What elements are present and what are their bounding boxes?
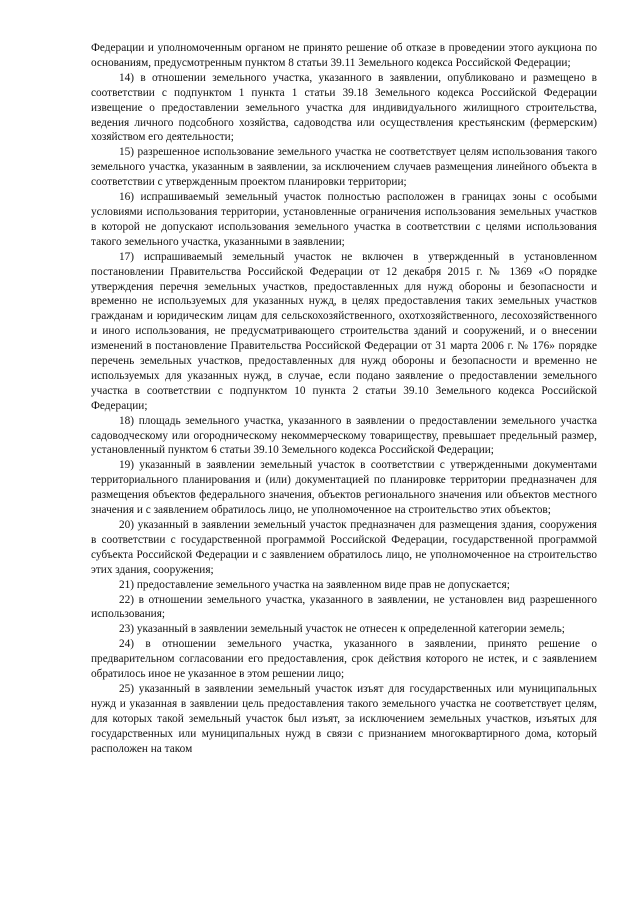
paragraph-item-17: 17) испрашиваемый земельный участок не включен в утвержденный в установленном постановлении Правительства Российской Федерации от 12 декабря 2015 г. № 1369 «О порядке утверждения перечня земельных участков, предоставленных для нужд обороны и безопасности и временно не используемых для указанных нужд, в целях предоставления таких земельных участков гражданам и юридическим лицам для сельскохозяйственного, охотхозяйственного, лесохозяйственного и иного использования, не предусматривающего строительства зданий и сооружений, и о внесении изменений в постановление Правительства Российской Федерации от 31 марта 2006 г. № 176» порядке перечень земельных участков, предоставленных для нужд обороны и безопасности и временно не используемых для указанных нужд, в случае, если подано заявление о предоставлении земельного участка в соответствии с подпунктом 10 пункта 2 статьи 39.10 Земельного кодекса Российской Федерации; (91, 250, 597, 412)
paragraph-item-15: 15) разрешенное использование земельного участка не соответствует целям использования такого земельного участка, указанным в заявлении, за исключением случаев размещения линейного объекта в соответствии с утвержденным проектом планировки территории; (91, 146, 597, 189)
paragraph-item-18: 18) площадь земельного участка, указанного в заявлении о предоставлении земельного участка садоводческому или огородническому некоммерческому товариществу, превышает предельный размер, установленный пунктом 6 статьи 39.10 Земельного кодекса Российской Федерации; (91, 414, 597, 457)
paragraph-item-14: 14) в отношении земельного участка, указанного в заявлении, опубликовано и размещено в соответствии с подпунктом 1 пункта 1 статьи 39.18 Земельного кодекса Российской Федерации извещение о предоставлении земельного участка для индивидуального жилищного строительства, ведения личного подсобного хозяйства, садоводства или осуществления крестьянским (фермерским) хозяйством его деятельности; (91, 71, 597, 144)
paragraph-item-16: 16) испрашиваемый земельный участок полностью расположен в границах зоны с особыми условиями использования территории, установленные ограничения использования земельных участков в которой не допускают использования земельного участка в соответствии с целями использования такого земельного участка, указанными в заявлении; (91, 191, 597, 248)
paragraph-item-21: 21) предоставление земельного участка на заявленном виде прав не допускается; (119, 578, 510, 591)
paragraph-item-22: 22) в отношении земельного участка, указанного в заявлении, не установлен вид разрешенного использования; (91, 593, 597, 621)
paragraph-item-23: 23) указанный в заявлении земельный участок не отнесен к определенной категории земель; (119, 623, 565, 636)
document-page (91, 41, 597, 757)
paragraph-item-25: 25) указанный в заявлении земельный участок изъят для государственных или муниципальных нужд и указанная в заявлении цель предоставления такого земельного участка не соответствует целям, для которых такой земельный участок был изъят, за исключением земельных участков, изъятых для государственных или муниципальных нужд в связи с признанием многоквартирного дома, который расположен на таком (91, 682, 597, 755)
paragraph-item-20: 20) указанный в заявлении земельный участок предназначен для размещения здания, сооружения в соответствии с государственной программой Российской Федерации, государственной программой субъекта Российской Федерации и с заявлением обратилось лицо, не уполномоченное на строительство этих здания, сооружения; (91, 519, 597, 576)
paragraph-item-24: 24) в отношении земельного участка, указанного в заявлении, принято решение о предварительном согласовании его предоставления, срок действия которого не истек, и с заявлением обратилось иное не указанное в этом решении лицо; (91, 638, 597, 681)
paragraph-continuation: Федерации и уполномоченным органом не принято решение об отказе в проведении этого аукциона по основаниям, предусмотренным пунктом 8 статьи 39.11 Земельного кодекса Российской Федерации; (91, 42, 597, 69)
paragraph-item-19: 19) указанный в заявлении земельный участок в соответствии с утвержденными документами территориального планирования и (или) документацией по планировке территории предназначен для размещения объектов федерального значения, объектов регионального значения или объектов местного значения и с заявлением обратилось лицо, не уполномоченное на строительство этих объектов; (91, 459, 597, 517)
